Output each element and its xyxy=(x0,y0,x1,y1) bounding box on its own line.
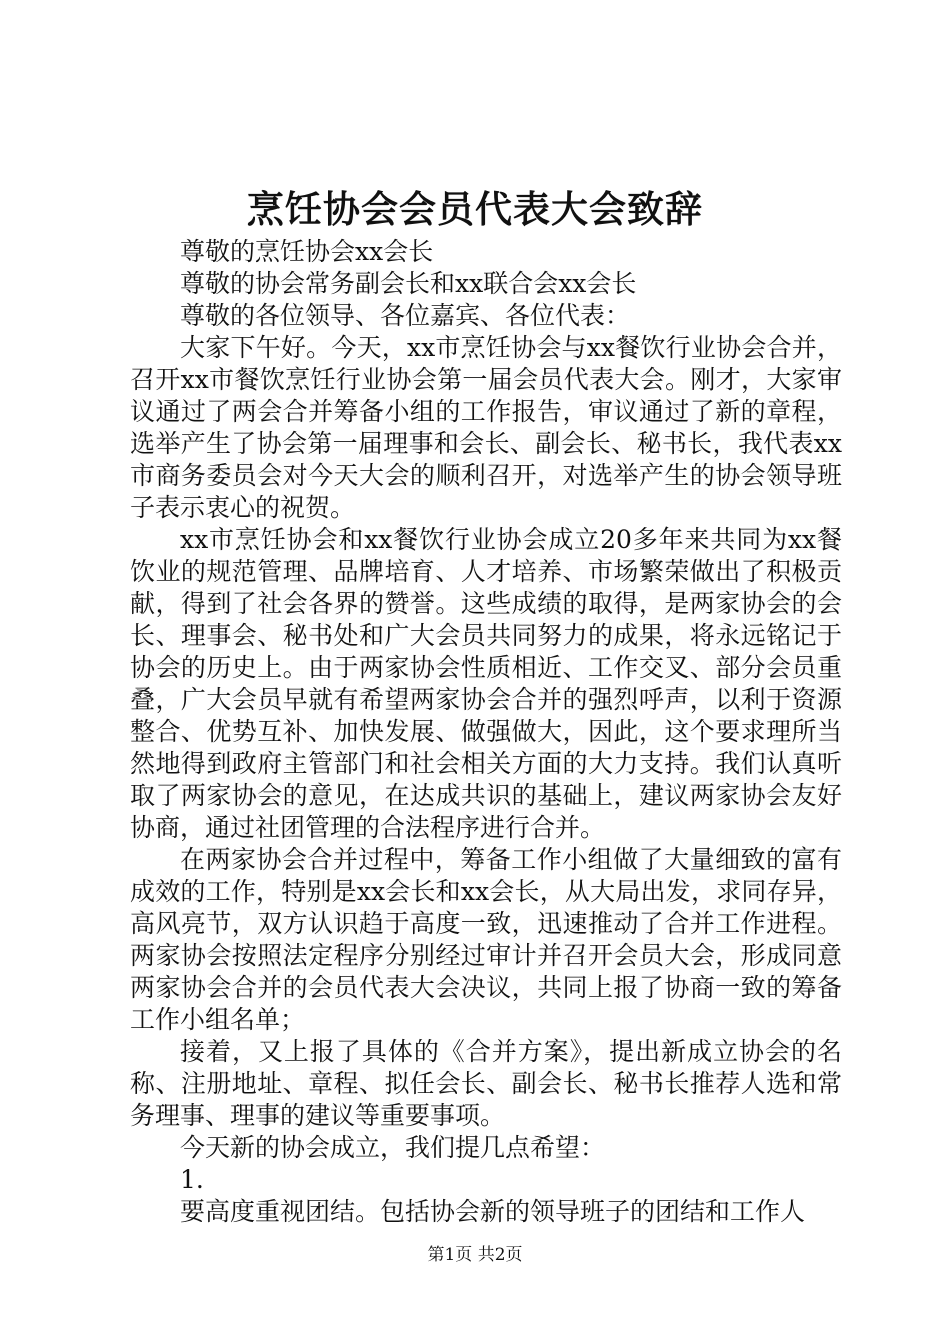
document-title: 烹饪协会会员代表大会致辞 xyxy=(247,187,703,231)
body-paragraph-history: xx市烹饪协会和xx餐饮行业协会成立20多年来共同为xx餐饮业的规范管理、品牌培育、人才培养、市场繁荣做出了积极贡献，得到了社会各界的赞誉。这些成绩的取得，是两家协会的会长、理事会、秘书处和广大会员共同努力的成果，将永远铭记于协会的历史上。由于两家协会性质相近、工作交叉、部分会员重叠，广大会员早就有希望两家协会合并的强烈呼声，以利于资源整合、优势互补、加快发展、做强做大，因此，这个要求理所当然地得到政府主管部门和社会相关方面的大力支持。我们认真听取了两家协会的意见，在达成共识的基础上，建议两家协会友好协商，通过社团管理的合法程序进行合并。 xyxy=(130,525,842,842)
body-paragraph-opening: 大家下午好。今天，xx市烹饪协会与xx餐饮行业协会合并，召开xx市餐饮烹饪行业协会第一届会员代表大会。刚才，大家审议通过了两会合并筹备小组的工作报告，审议通过了新的章程，选举产生了协会第一届理事和会长、副会长、秘书长，我代表xx市商务委员会对今天大会的顺利召开，对选举产生的协会领导班子表示衷心的祝贺。 xyxy=(130,333,842,522)
salutation-line-1: 尊敬的烹饪协会xx会长 xyxy=(180,237,434,266)
body-paragraph-hopes: 今天新的协会成立，我们提几点希望： xyxy=(180,1133,606,1162)
page-footer: 第1页 共2页 xyxy=(427,1245,523,1265)
salutation-line-3: 尊敬的各位领导、各位嘉宾、各位代表： xyxy=(180,301,631,330)
list-number-1: 1. xyxy=(180,1165,204,1194)
body-paragraph-unity: 要高度重视团结。包括协会新的领导班子的团结和工作人 xyxy=(180,1197,806,1226)
body-paragraph-merger-plan: 接着，又上报了具体的《合并方案》，提出新成立协会的名称、注册地址、章程、拟任会长、副会长、秘书长推荐人选和常务理事、理事的建议等重要事项。 xyxy=(130,1037,842,1130)
document-body xyxy=(130,236,842,1228)
body-paragraph-merger-process: 在两家协会合并过程中，筹备工作小组做了大量细致的富有成效的工作，特别是xx会长和xx会长，从大局出发，求同存异，高风亮节，双方认识趋于高度一致，迅速推动了合并工作进程。两家协会按照法定程序分别经过审计并召开会员大会，形成同意两家协会合并的会员代表大会决议，共同上报了协商一致的筹备工作小组名单； xyxy=(130,845,842,1034)
salutation-line-2: 尊敬的协会常务副会长和xx联合会xx会长 xyxy=(180,269,637,298)
